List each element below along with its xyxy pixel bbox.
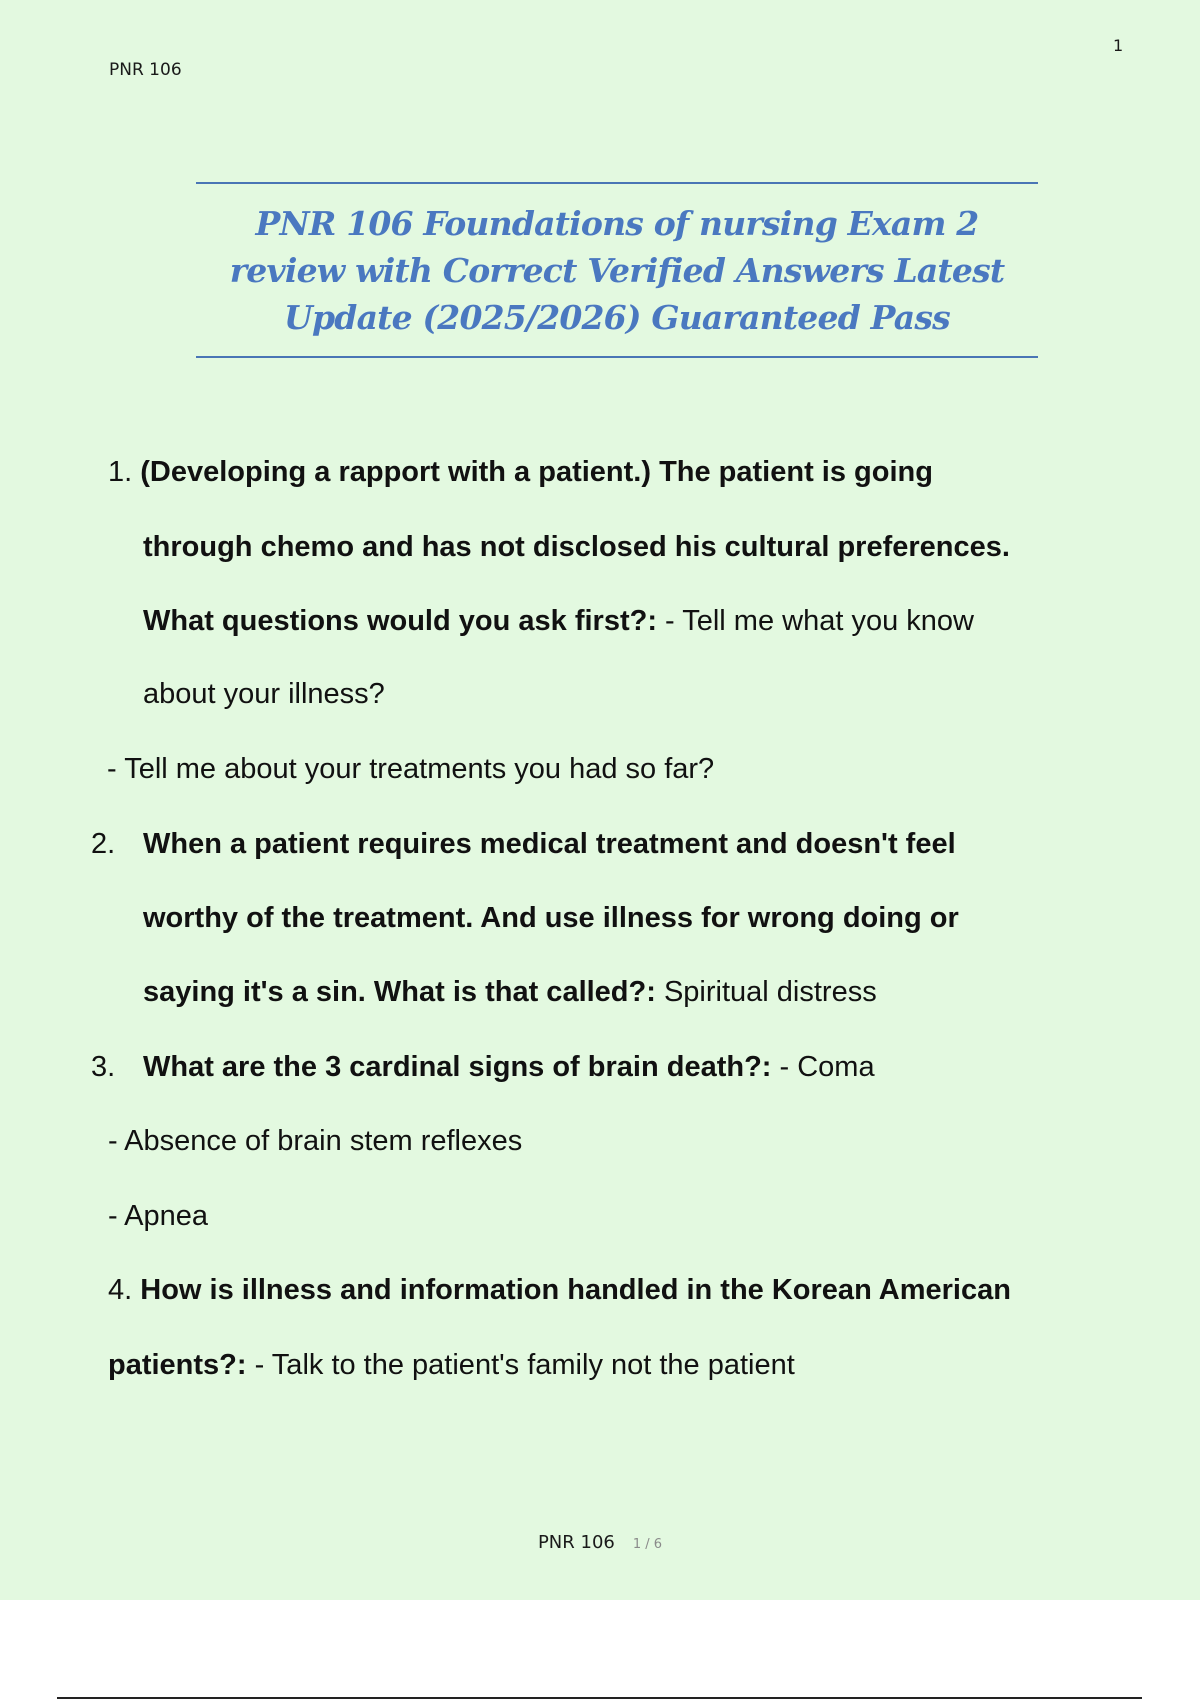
question-2-line-2 bbox=[143, 898, 959, 938]
answer-text: - Tell me what you know bbox=[656, 605, 974, 637]
question-text: What are the 3 cardinal signs of brain death?: bbox=[143, 1051, 772, 1083]
question-4-line-2 bbox=[108, 1345, 795, 1385]
question-2-line-1 bbox=[91, 824, 956, 864]
answer-text: - Tell me about your treatments you had so far? bbox=[107, 753, 715, 785]
question-text: When a patient requires medical treatment and doesn't feel bbox=[143, 828, 956, 860]
running-header: PNR 106 bbox=[109, 60, 182, 80]
answer-text: - Absence of brain stem reflexes bbox=[108, 1125, 523, 1157]
next-page-rule bbox=[57, 1697, 1142, 1699]
document-title: PNR 106 Foundations of nursing Exam 2 review with Correct Verified Answers Latest Update (2025/2026) Guaranteed Pass bbox=[229, 204, 1005, 337]
question-1-line-4 bbox=[143, 674, 385, 714]
page-footer bbox=[0, 1532, 1200, 1553]
question-2-line-3 bbox=[143, 972, 877, 1012]
answer-text: - Talk to the patient's family not the patient bbox=[246, 1349, 795, 1381]
question-number: 1. bbox=[108, 456, 133, 488]
question-text: worthy of the treatment. And use illness for wrong doing or bbox=[143, 902, 959, 934]
question-1-line-3 bbox=[143, 601, 974, 641]
footer-text: PNR 106 bbox=[537, 1532, 615, 1553]
title-rule-top bbox=[196, 182, 1038, 184]
question-3-line-1 bbox=[91, 1047, 875, 1087]
question-text: patients?: bbox=[108, 1349, 247, 1381]
question-text: saying it's a sin. What is that called?: bbox=[143, 976, 656, 1008]
footer-page-indicator: 1 / 6 bbox=[632, 1537, 663, 1552]
question-number: 4. bbox=[108, 1274, 133, 1306]
question-4-line-1 bbox=[108, 1270, 1011, 1310]
answer-text: - Coma bbox=[771, 1051, 875, 1083]
answer-text: Spiritual distress bbox=[655, 976, 877, 1008]
page-number: 1 bbox=[1113, 36, 1124, 55]
question-text: through chemo and has not disclosed his cultural preferences. bbox=[143, 531, 1010, 563]
question-1-line-1 bbox=[108, 452, 933, 492]
title-rule-bottom bbox=[196, 356, 1038, 358]
question-text: How is illness and information handled in the Korean American bbox=[140, 1274, 1011, 1306]
answer-text: - Apnea bbox=[108, 1200, 208, 1232]
answer-line bbox=[108, 1121, 522, 1161]
question-text: What questions would you ask first?: bbox=[143, 605, 657, 637]
question-text: (Developing a rapport with a patient.) The patient is going bbox=[140, 456, 933, 488]
answer-text: about your illness? bbox=[143, 678, 385, 710]
answer-line bbox=[108, 1196, 208, 1236]
question-number: 3. bbox=[91, 1051, 116, 1083]
answer-line bbox=[107, 749, 714, 789]
question-number: 2. bbox=[91, 828, 116, 860]
question-1-line-2 bbox=[143, 527, 1010, 567]
